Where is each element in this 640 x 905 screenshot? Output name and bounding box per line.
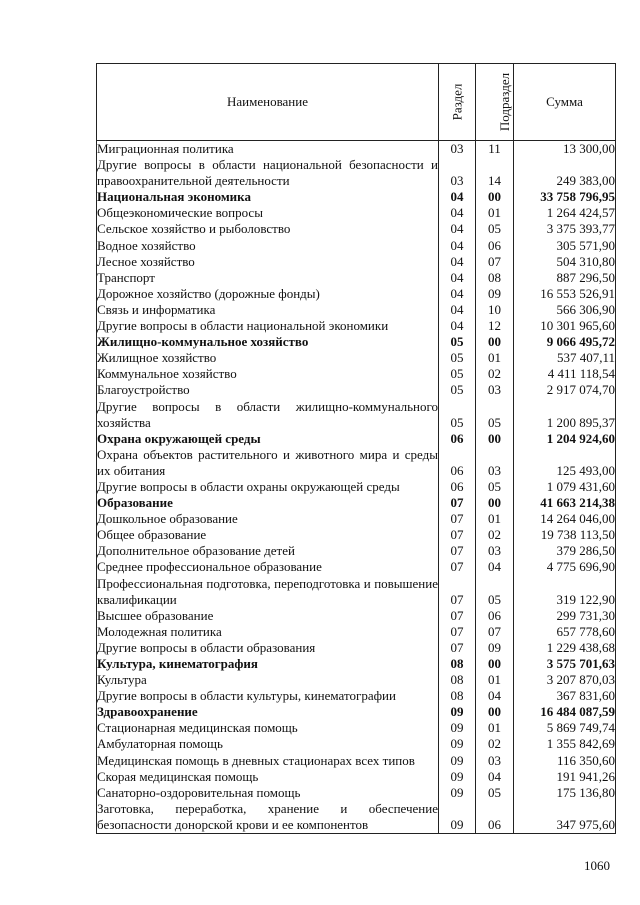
row-name-cell: Сельское хозяйство и рыболовство <box>97 221 439 237</box>
row-sum-cell: 14 264 046,00 <box>514 511 616 527</box>
row-section-cell: 05 <box>439 334 476 350</box>
row-name-cell: Транспорт <box>97 270 439 286</box>
table-row <box>97 447 616 479</box>
row-subsection-cell: 06 <box>476 238 514 254</box>
table-row <box>97 688 616 704</box>
table-row <box>97 576 616 608</box>
row-sum-cell: 319 122,90 <box>514 576 616 608</box>
row-name-cell: Медицинская помощь в дневных стационарах всех типов <box>97 753 439 769</box>
row-name-cell: Общее образование <box>97 527 439 543</box>
row-section-cell: 06 <box>439 431 476 447</box>
row-section-cell: 05 <box>439 399 476 431</box>
table-row <box>97 318 616 334</box>
table-row <box>97 495 616 511</box>
row-subsection-cell: 00 <box>476 656 514 672</box>
row-sum-cell: 4 411 118,54 <box>514 366 616 382</box>
table-row <box>97 302 616 318</box>
row-sum-cell: 5 869 749,74 <box>514 720 616 736</box>
row-sum-cell: 1 355 842,69 <box>514 736 616 752</box>
row-section-cell: 05 <box>439 350 476 366</box>
row-subsection-cell: 06 <box>476 608 514 624</box>
row-name-cell: Общеэкономические вопросы <box>97 205 439 221</box>
row-name-cell: Культура <box>97 672 439 688</box>
table-row <box>97 559 616 575</box>
row-subsection-cell: 06 <box>476 801 514 834</box>
row-name-cell: Дополнительное образование детей <box>97 543 439 559</box>
row-subsection-cell: 09 <box>476 640 514 656</box>
row-sum-cell: 3 375 393,77 <box>514 221 616 237</box>
row-subsection-cell: 08 <box>476 270 514 286</box>
row-name-cell: Дорожное хозяйство (дорожные фонды) <box>97 286 439 302</box>
row-sum-cell: 9 066 495,72 <box>514 334 616 350</box>
row-subsection-cell: 09 <box>476 286 514 302</box>
table-row <box>97 399 616 431</box>
table-row <box>97 720 616 736</box>
row-name-cell: Заготовка, переработка, хранение и обеспечение безопасности донорской крови и ее компонентов <box>97 800 438 832</box>
budget-table-container <box>96 63 615 834</box>
row-section-cell: 09 <box>439 720 476 736</box>
row-sum-cell: 566 306,90 <box>514 302 616 318</box>
row-name-cell: Другие вопросы в области национальной экономики <box>97 318 439 334</box>
table-row <box>97 382 616 398</box>
row-section-cell: 07 <box>439 640 476 656</box>
row-sum-cell: 504 310,80 <box>514 254 616 270</box>
row-sum-cell: 16 484 087,59 <box>514 704 616 720</box>
row-name-cell: Охрана объектов растительного и животного мира и среды их обитания <box>97 446 438 478</box>
table-row <box>97 656 616 672</box>
table-row <box>97 366 616 382</box>
row-subsection-cell: 04 <box>476 559 514 575</box>
row-name-cell: Амбулаторная помощь <box>97 736 439 752</box>
row-name-cell: Коммунальное хозяйство <box>97 366 439 382</box>
row-sum-cell: 1 229 438,68 <box>514 640 616 656</box>
row-section-cell: 09 <box>439 785 476 801</box>
row-section-cell: 04 <box>439 270 476 286</box>
table-row <box>97 254 616 270</box>
row-subsection-cell: 00 <box>476 704 514 720</box>
row-subsection-cell: 03 <box>476 543 514 559</box>
row-name-cell: Стационарная медицинская помощь <box>97 720 439 736</box>
row-name-cell: Культура, кинематография <box>97 656 439 672</box>
row-name-cell: Охрана окружающей среды <box>97 431 439 447</box>
row-sum-cell: 3 207 870,03 <box>514 672 616 688</box>
row-subsection-cell: 05 <box>476 785 514 801</box>
row-name-cell: Санаторно-оздоровительная помощь <box>97 785 439 801</box>
row-name-cell: Национальная экономика <box>97 189 439 205</box>
row-sum-cell: 125 493,00 <box>514 447 616 479</box>
row-section-cell: 06 <box>439 447 476 479</box>
row-sum-cell: 887 296,50 <box>514 270 616 286</box>
row-section-cell: 09 <box>439 704 476 720</box>
table-row <box>97 624 616 640</box>
row-sum-cell: 1 200 895,37 <box>514 399 616 431</box>
row-sum-cell: 175 136,80 <box>514 785 616 801</box>
row-name-cell: Другие вопросы в области национальной безопасности и правоохранительной деятельности <box>97 157 438 189</box>
row-section-cell: 04 <box>439 221 476 237</box>
row-name-cell: Миграционная политика <box>97 141 439 158</box>
table-body <box>97 141 616 834</box>
row-subsection-cell: 01 <box>476 511 514 527</box>
row-subsection-cell: 02 <box>476 527 514 543</box>
row-section-cell: 04 <box>439 189 476 205</box>
table-row <box>97 785 616 801</box>
row-section-cell: 09 <box>439 801 476 834</box>
row-section-cell: 03 <box>439 157 476 189</box>
row-section-cell: 09 <box>439 769 476 785</box>
table-row <box>97 350 616 366</box>
row-name-cell: Связь и информатика <box>97 302 439 318</box>
row-name-cell: Другие вопросы в области культуры, кинематографии <box>97 688 439 704</box>
row-section-cell: 07 <box>439 576 476 608</box>
row-sum-cell: 1 079 431,60 <box>514 479 616 495</box>
row-sum-cell: 249 383,00 <box>514 157 616 189</box>
row-sum-cell: 16 553 526,91 <box>514 286 616 302</box>
row-sum-cell: 116 350,60 <box>514 753 616 769</box>
row-sum-cell: 3 575 701,63 <box>514 656 616 672</box>
header-sum-label: Сумма <box>546 94 583 109</box>
row-subsection-cell: 04 <box>476 688 514 704</box>
table-row <box>97 736 616 752</box>
row-subsection-cell: 11 <box>476 141 514 158</box>
row-sum-cell: 19 738 113,50 <box>514 527 616 543</box>
row-sum-cell: 367 831,60 <box>514 688 616 704</box>
row-name-cell: Высшее образование <box>97 608 439 624</box>
header-subsection-label: Подраздел <box>497 72 513 132</box>
header-sum <box>514 64 616 141</box>
row-sum-cell: 305 571,90 <box>514 238 616 254</box>
row-subsection-cell: 02 <box>476 366 514 382</box>
table-row <box>97 431 616 447</box>
table-row <box>97 334 616 350</box>
table-row <box>97 769 616 785</box>
row-section-cell: 04 <box>439 302 476 318</box>
table-row <box>97 527 616 543</box>
row-subsection-cell: 02 <box>476 736 514 752</box>
row-section-cell: 05 <box>439 366 476 382</box>
row-section-cell: 04 <box>439 238 476 254</box>
table-row <box>97 801 616 834</box>
row-name-cell: Профессиональная подготовка, переподготовка и повышение квалификации <box>97 575 438 607</box>
row-subsection-cell: 00 <box>476 431 514 447</box>
table-row <box>97 479 616 495</box>
table-row <box>97 672 616 688</box>
row-section-cell: 08 <box>439 688 476 704</box>
page-number: 1060 <box>584 858 610 873</box>
header-subsection <box>476 64 514 141</box>
row-section-cell: 07 <box>439 559 476 575</box>
row-section-cell: 04 <box>439 254 476 270</box>
table-row <box>97 640 616 656</box>
table-row <box>97 704 616 720</box>
row-sum-cell: 379 286,50 <box>514 543 616 559</box>
row-sum-cell: 41 663 214,38 <box>514 495 616 511</box>
row-name-cell: Скорая медицинская помощь <box>97 769 439 785</box>
row-section-cell: 07 <box>439 624 476 640</box>
row-section-cell: 05 <box>439 382 476 398</box>
row-sum-cell: 1 264 424,57 <box>514 205 616 221</box>
row-sum-cell: 657 778,60 <box>514 624 616 640</box>
row-section-cell: 07 <box>439 527 476 543</box>
row-subsection-cell: 12 <box>476 318 514 334</box>
row-name-cell: Молодежная политика <box>97 624 439 640</box>
row-subsection-cell: 01 <box>476 720 514 736</box>
row-subsection-cell: 05 <box>476 479 514 495</box>
row-name-cell: Другие вопросы в области охраны окружающей среды <box>97 479 439 495</box>
row-subsection-cell: 04 <box>476 769 514 785</box>
table-row <box>97 238 616 254</box>
row-name-cell: Дошкольное образование <box>97 511 439 527</box>
table-row <box>97 221 616 237</box>
header-name <box>97 64 439 141</box>
row-sum-cell: 347 975,60 <box>514 801 616 834</box>
row-section-cell: 04 <box>439 205 476 221</box>
row-subsection-cell: 01 <box>476 672 514 688</box>
table-row <box>97 286 616 302</box>
row-name-cell: Другие вопросы в области жилищно-коммунального хозяйства <box>97 398 438 430</box>
header-name-label: Наименование <box>227 94 308 109</box>
row-sum-cell: 191 941,26 <box>514 769 616 785</box>
row-section-cell: 07 <box>439 495 476 511</box>
header-section <box>439 64 476 141</box>
row-section-cell: 09 <box>439 753 476 769</box>
row-sum-cell: 13 300,00 <box>514 141 616 158</box>
row-name-cell: Лесное хозяйство <box>97 254 439 270</box>
table-row <box>97 270 616 286</box>
table-row <box>97 141 616 158</box>
table-row <box>97 205 616 221</box>
row-name-cell: Водное хозяйство <box>97 238 439 254</box>
row-sum-cell: 4 775 696,90 <box>514 559 616 575</box>
row-subsection-cell: 03 <box>476 447 514 479</box>
row-subsection-cell: 01 <box>476 350 514 366</box>
row-subsection-cell: 00 <box>476 334 514 350</box>
row-name-cell: Жилищно-коммунальное хозяйство <box>97 334 439 350</box>
row-section-cell: 03 <box>439 141 476 158</box>
row-subsection-cell: 07 <box>476 254 514 270</box>
row-sum-cell: 2 917 074,70 <box>514 382 616 398</box>
row-subsection-cell: 00 <box>476 495 514 511</box>
row-section-cell: 07 <box>439 608 476 624</box>
row-subsection-cell: 03 <box>476 382 514 398</box>
header-section-label: Раздел <box>449 83 465 121</box>
row-subsection-cell: 10 <box>476 302 514 318</box>
table-row <box>97 753 616 769</box>
table-row <box>97 511 616 527</box>
row-section-cell: 08 <box>439 672 476 688</box>
table-row <box>97 608 616 624</box>
table-header-row <box>97 64 616 141</box>
row-subsection-cell: 03 <box>476 753 514 769</box>
row-name-cell: Жилищное хозяйство <box>97 350 439 366</box>
row-name-cell: Среднее профессиональное образование <box>97 559 439 575</box>
row-name-cell: Другие вопросы в области образования <box>97 640 439 656</box>
row-section-cell: 07 <box>439 543 476 559</box>
row-section-cell: 08 <box>439 656 476 672</box>
row-name-cell: Образование <box>97 495 439 511</box>
row-section-cell: 04 <box>439 286 476 302</box>
row-section-cell: 04 <box>439 318 476 334</box>
table-row <box>97 543 616 559</box>
row-subsection-cell: 07 <box>476 624 514 640</box>
row-section-cell: 06 <box>439 479 476 495</box>
row-sum-cell: 1 204 924,60 <box>514 431 616 447</box>
row-subsection-cell: 05 <box>476 399 514 431</box>
row-subsection-cell: 00 <box>476 189 514 205</box>
row-subsection-cell: 05 <box>476 576 514 608</box>
budget-table <box>96 63 616 834</box>
row-subsection-cell: 01 <box>476 205 514 221</box>
row-sum-cell: 299 731,30 <box>514 608 616 624</box>
row-sum-cell: 10 301 965,60 <box>514 318 616 334</box>
row-section-cell: 07 <box>439 511 476 527</box>
row-subsection-cell: 14 <box>476 157 514 189</box>
table-row <box>97 189 616 205</box>
row-sum-cell: 33 758 796,95 <box>514 189 616 205</box>
row-name-cell: Здравоохранение <box>97 704 439 720</box>
table-row <box>97 157 616 189</box>
row-sum-cell: 537 407,11 <box>514 350 616 366</box>
row-section-cell: 09 <box>439 736 476 752</box>
row-subsection-cell: 05 <box>476 221 514 237</box>
row-name-cell: Благоустройство <box>97 382 439 398</box>
